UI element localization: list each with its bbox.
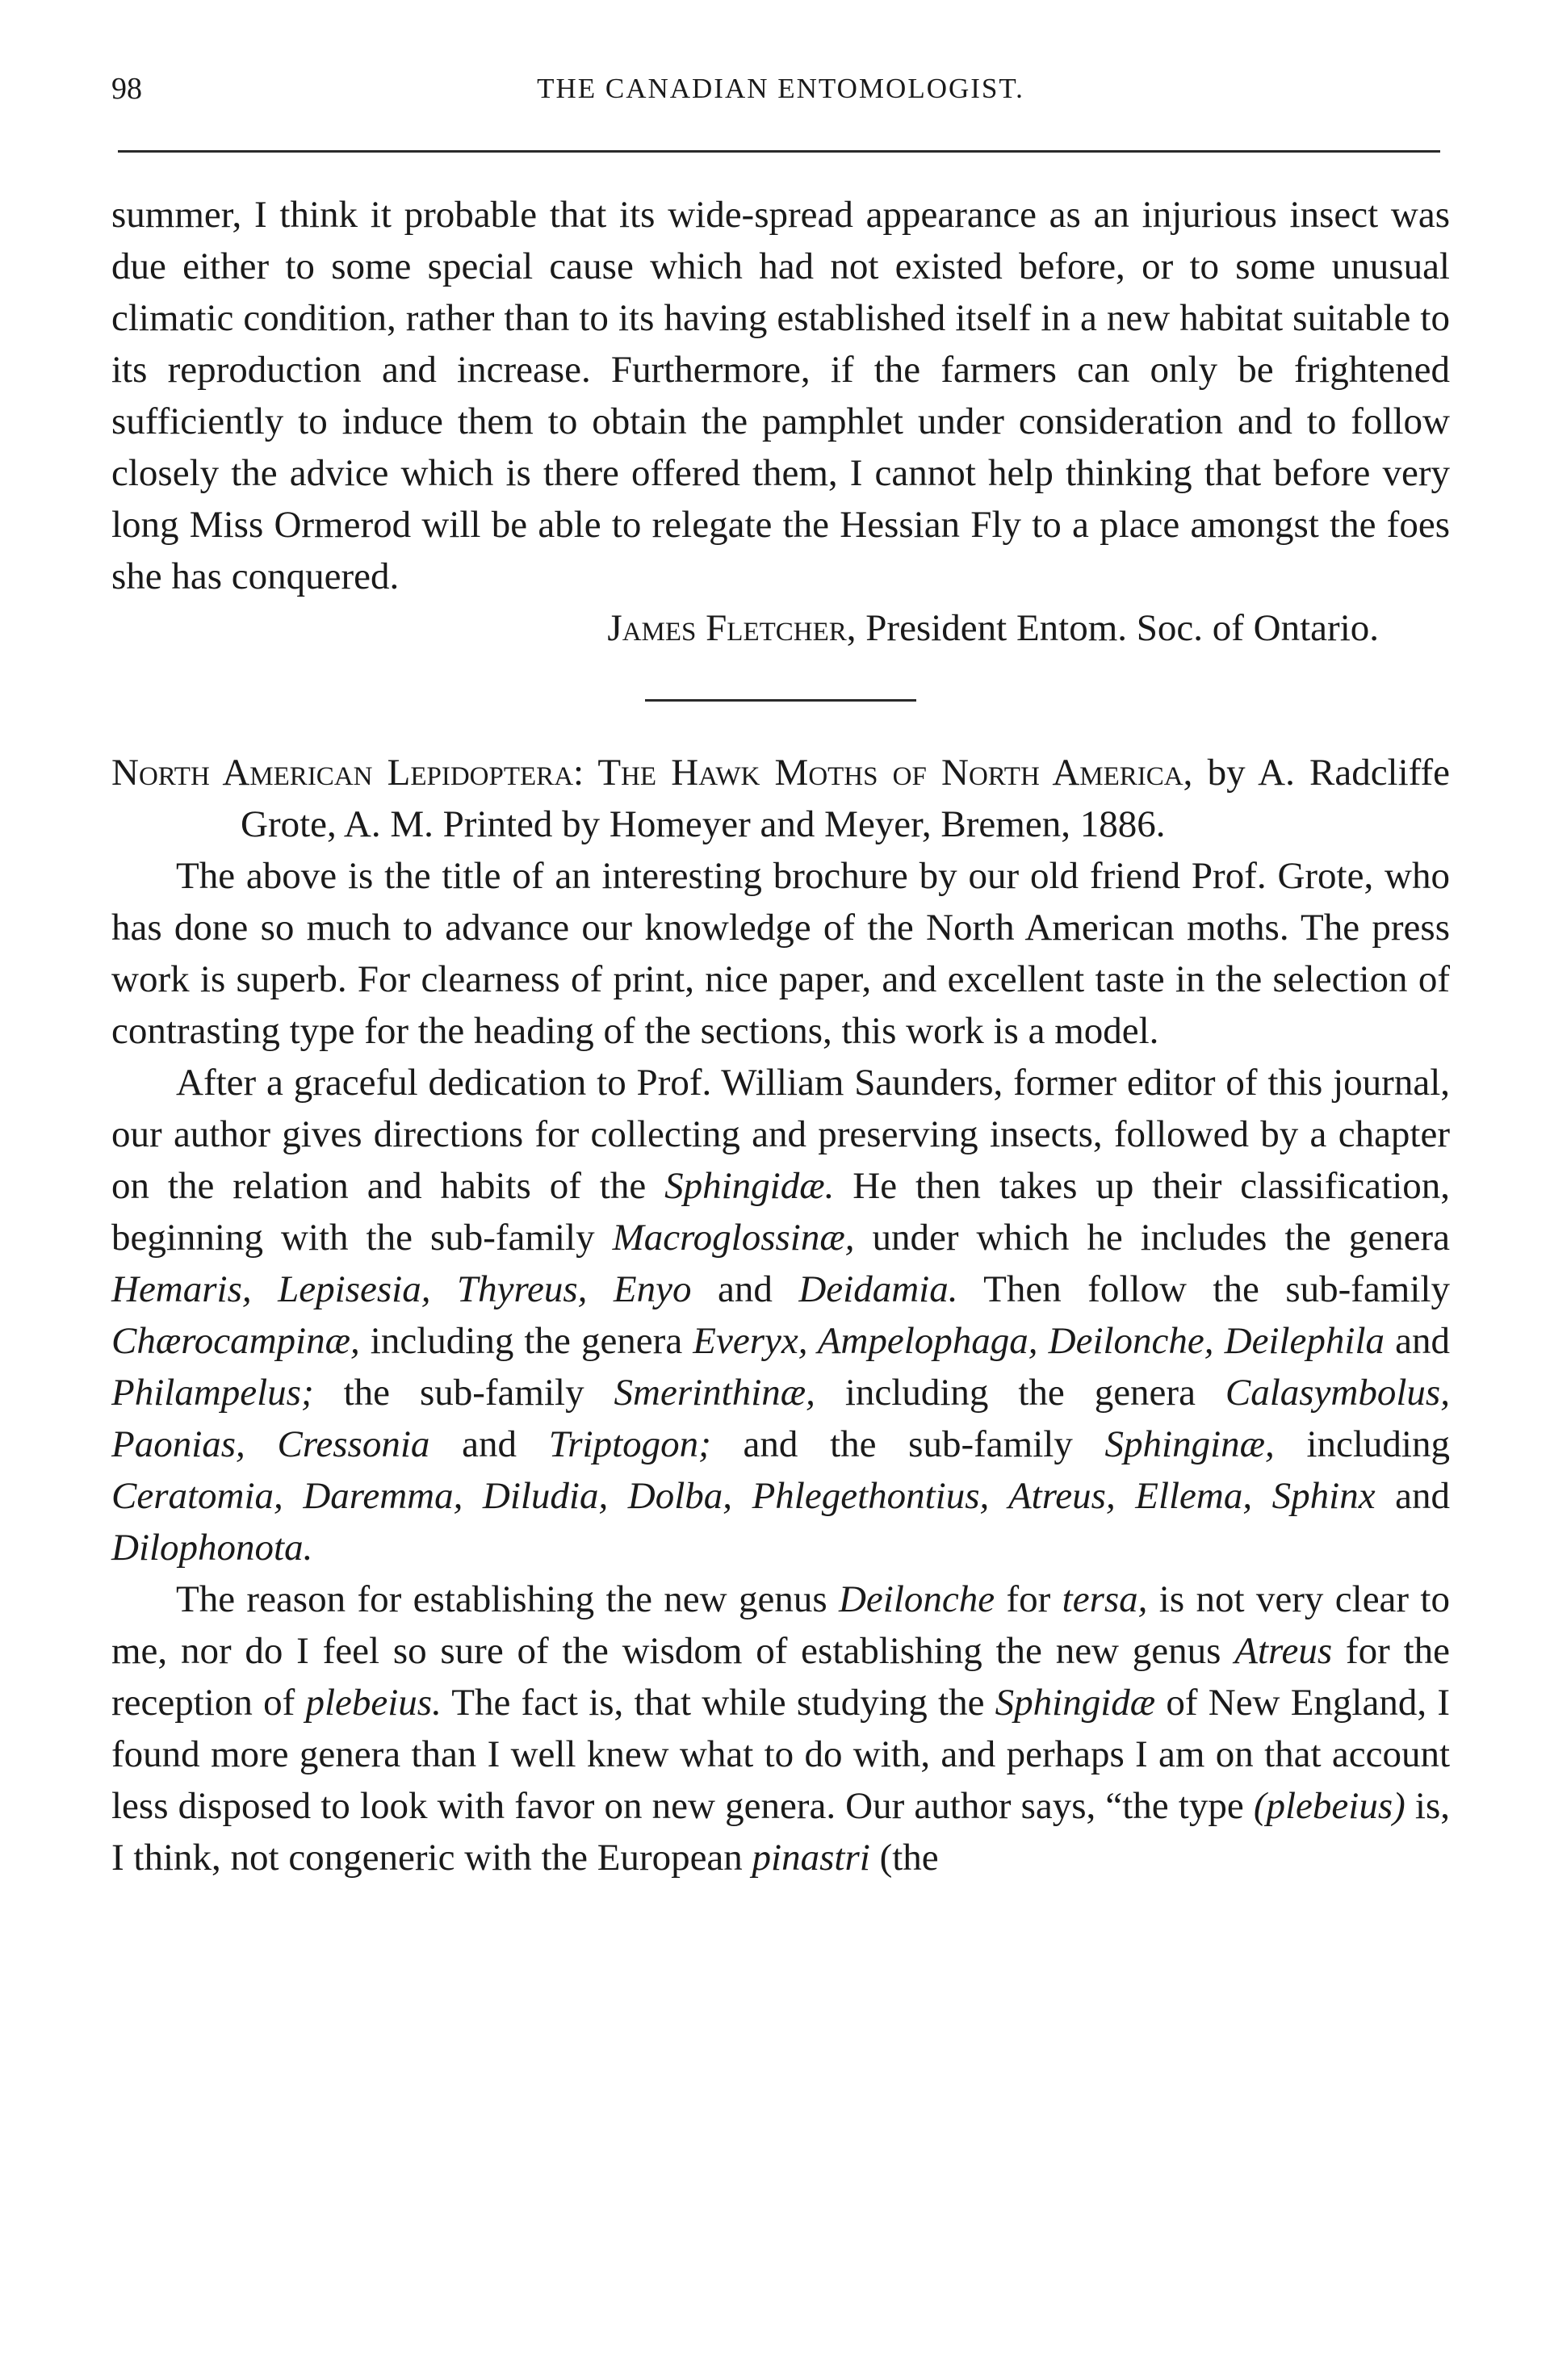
text-run: The reason for establishing the new genus [176, 1578, 839, 1620]
text-run: of New England, I found more genera than I well knew what to do with, and perhaps I am on that account less disposed to look with favor on new genera. Our author says, “the type [111, 1682, 1450, 1827]
taxon-name: Sphinginæ, [1104, 1423, 1275, 1465]
taxon-name: Deilonche [838, 1578, 995, 1620]
review-paragraph-2 [111, 1057, 1450, 1573]
text-run: under which he includes the genera [854, 1217, 1451, 1259]
text-run: for the reception of [111, 1630, 1450, 1724]
text-run: including the genera [359, 1320, 693, 1362]
taxon-name: Everyx, Ampelophaga, Deilonche, Deilephila [693, 1320, 1385, 1362]
book-review [111, 747, 1450, 1883]
taxon-name: Ceratomia, Daremma, Diludia, Dolba, Phlegethontius, Atreus, Ellema, Sphinx [111, 1475, 1376, 1517]
section-divider [645, 699, 916, 702]
taxon-name: tersa, [1062, 1578, 1148, 1620]
text-run: is, I think, not congeneric with the European [111, 1785, 1450, 1879]
text-run: including the genera [815, 1372, 1225, 1414]
text-run: including [1274, 1423, 1450, 1465]
text-run: Then follow the sub-family [957, 1268, 1450, 1310]
text-run: He then takes up their classification, beginning with the sub-family [111, 1165, 1451, 1259]
review-heading-citation: by A. Radcliffe Grote, A. M. Printed by Homeyer and Meyer, Bremen, 1886. [241, 752, 1450, 845]
review-heading-title: North American Lepidoptera: The Hawk Moths of North America, [111, 752, 1193, 794]
taxon-name: Deidamia. [798, 1268, 958, 1310]
running-head [111, 71, 1450, 121]
taxon-name: Macroglossinæ, [612, 1217, 855, 1259]
page [111, 71, 1450, 1883]
taxon-name: pinastri [752, 1837, 870, 1879]
journal-title: THE CANADIAN ENTOMOLOGIST. [537, 73, 1024, 104]
signature-title: President Entom. Soc. of Ontario. [865, 607, 1379, 649]
page-number: 98 [111, 72, 142, 106]
taxon-name: Dilophonota. [111, 1527, 313, 1569]
text-run: and [1385, 1320, 1450, 1362]
signature [111, 602, 1450, 654]
taxon-name: (plebeius) [1253, 1785, 1405, 1827]
taxon-name: Triptogon; [548, 1423, 711, 1465]
text-run: After a graceful dedication to Prof. William Saunders, former editor of this journal, our author gives directions for collecting and preserving insects, followed by a chapter on the relation and habits of the [111, 1062, 1450, 1207]
signature-name: James Fletcher, [607, 607, 857, 649]
review-paragraph-1: The above is the title of an interesting brochure by our old friend Prof. Grote, who has done so much to advance our knowledge of the North American moths. The press work is superb. For clearness of print, nice paper, and excellent taste in the selection of contrasting type for the heading of the sections, this work is a model. [111, 855, 1450, 1052]
text-run: The fact is, that while studying the [441, 1682, 995, 1724]
review-paragraph-3 [111, 1573, 1450, 1883]
taxon-name: Smerinthinæ, [614, 1372, 815, 1414]
taxon-name: Chærocampinæ, [111, 1320, 360, 1362]
text-run: and [691, 1268, 799, 1310]
taxon-name: Philampelus; [111, 1372, 314, 1414]
continued-paragraph: summer, I think it probable that its wide-spread appearance as an injurious insect was due either to some special cause which had not existed before, or to some unusual climatic condition, rather than to its having established itself in a new habitat suitable to its reproduction and increase. Furthermore, if the farmers can only be frightened sufficiently to induce them to obtain the pamphlet under consideration and to follow closely the advice which is there offered them, I cannot help thinking that before very long Miss Ormerod will be able to relegate the Hessian Fly to a place amongst the foes she has conquered. [111, 194, 1450, 597]
taxon-name: Calasymbolus, Paonias, Cressonia [111, 1372, 1450, 1465]
text-run: (the [869, 1837, 939, 1879]
continued-article [111, 189, 1450, 602]
text-run: the sub-family [313, 1372, 614, 1414]
review-heading [111, 747, 1450, 850]
taxon-name: Sphingidæ [995, 1682, 1156, 1724]
taxon-name: Sphingidæ. [664, 1165, 835, 1207]
header-rule [118, 150, 1440, 153]
taxon-name: Atreus [1234, 1630, 1333, 1672]
text-run: is not very clear to me, nor do I feel so sure of the wisdom of establishing the new genus [111, 1578, 1450, 1672]
text-run: for [995, 1578, 1062, 1620]
text-run: and the sub-family [710, 1423, 1105, 1465]
text-run: and [429, 1423, 549, 1465]
text-run: and [1375, 1475, 1450, 1517]
taxon-name: Hemaris, Lepisesia, Thyreus, Enyo [111, 1268, 692, 1310]
taxon-name: plebeius. [305, 1682, 442, 1724]
